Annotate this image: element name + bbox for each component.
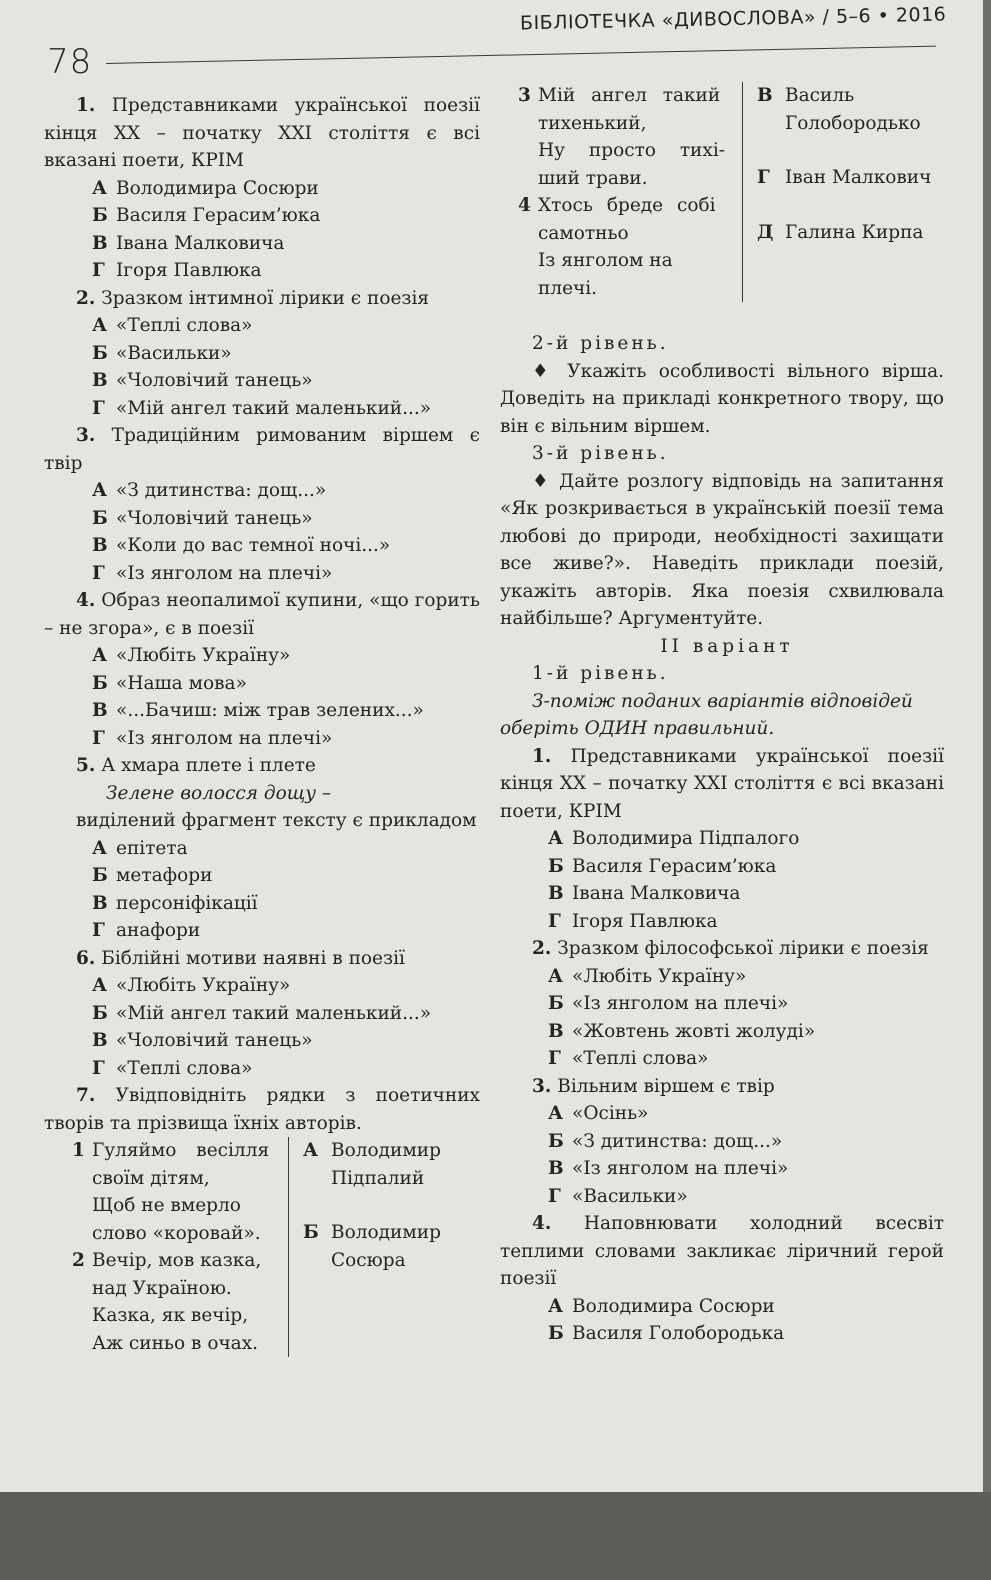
- option: [500, 990, 944, 1018]
- option: [44, 395, 480, 423]
- question-4: [500, 1210, 944, 1293]
- verse-line: Ну просто тихі-: [538, 140, 725, 161]
- option-text: «Мій ангел такий маленький...»: [116, 397, 432, 419]
- option-text: «Чоловічий танець»: [116, 370, 313, 391]
- author-letter: Г: [757, 167, 770, 188]
- option-letter: Г: [92, 1057, 105, 1079]
- entry-text: [538, 82, 734, 192]
- option-letter: В: [92, 370, 108, 391]
- question-text: виділений фрагмент тексту є прикладом: [76, 810, 477, 831]
- verse-line: Мій ангел такий: [538, 85, 721, 106]
- option-text: персоніфікації: [116, 892, 258, 914]
- option-letter: А: [92, 480, 108, 501]
- option: [44, 890, 480, 918]
- right-column: [500, 82, 944, 1348]
- option-text: «Осінь»: [572, 1103, 649, 1124]
- quote-highlight: Зелене волосся дощу –: [106, 782, 332, 804]
- poem-line-entry: [518, 82, 734, 192]
- question-6: [44, 945, 480, 973]
- option: [44, 175, 480, 203]
- question-text: Зразком інтимної лірики є поезія: [101, 287, 430, 309]
- poem-lines-column: [72, 1137, 289, 1357]
- option-text: «Жовтень жовті жолуді»: [572, 1020, 816, 1042]
- option: [500, 1045, 944, 1073]
- poem-lines-column: [518, 82, 743, 302]
- question-7: [44, 1082, 480, 1137]
- question-1: [500, 743, 944, 826]
- option: [44, 340, 480, 368]
- option-letter: Б: [548, 855, 564, 877]
- option: [500, 1320, 944, 1348]
- option-text: «Теплі слова»: [572, 1048, 709, 1069]
- entry-number: 2: [72, 1250, 85, 1271]
- option-letter: А: [92, 975, 108, 996]
- question-number: 5.: [76, 755, 96, 776]
- option: [44, 697, 480, 725]
- option-text: «Із янголом на плечі»: [116, 727, 333, 749]
- option-letter: Б: [92, 507, 108, 529]
- verse-line: своїм дітям,: [92, 1167, 210, 1189]
- author-line: Голобородько: [785, 112, 921, 134]
- header-rule: [106, 46, 936, 64]
- option: [44, 1027, 480, 1055]
- option: [44, 642, 480, 670]
- option-text: Василя Голобородька: [572, 1323, 785, 1344]
- level-3-label: 3-й рівень.: [532, 443, 669, 464]
- option: [44, 1055, 480, 1083]
- verse-line: Із янголом на: [538, 250, 673, 271]
- author-entry: [303, 1137, 441, 1192]
- option-text: «Наша мова»: [116, 672, 247, 694]
- question-text: Традиційним римованим віршем є твір: [44, 425, 480, 474]
- author-line: Галина Кирпа: [785, 221, 924, 243]
- verse-line: слово «коровай».: [92, 1222, 261, 1244]
- authors-column: [289, 1137, 441, 1357]
- option-text: Ігоря Павлюка: [572, 910, 718, 932]
- option: [44, 202, 480, 230]
- option-text: «Мій ангел такий маленький...»: [116, 1002, 432, 1024]
- option-letter: Б: [92, 865, 108, 886]
- option: [44, 1000, 480, 1028]
- verse-line: плечі.: [538, 277, 598, 299]
- entry-number: 3: [518, 85, 531, 106]
- author-letter: В: [757, 85, 773, 106]
- option-letter: Г: [548, 910, 561, 932]
- option: [44, 917, 480, 945]
- verse-line: самотньо: [538, 222, 629, 244]
- option-letter: А: [92, 837, 108, 859]
- author-line: Підпалий: [331, 1167, 425, 1189]
- option-text: «Чоловічий танець»: [116, 507, 313, 529]
- option-text: Ігоря Павлюка: [116, 260, 262, 281]
- option-letter: А: [548, 1295, 564, 1317]
- author-line: Володимир: [331, 1222, 441, 1243]
- option: [500, 825, 944, 853]
- author-name: [331, 1219, 441, 1274]
- question-3: [44, 422, 480, 477]
- option-letter: Г: [548, 1185, 561, 1207]
- matching-table-continued: [518, 82, 944, 302]
- option-text: Івана Малковича: [572, 883, 741, 904]
- instruction: З-поміж поданих варіантів відповідей оберіть ОДИН правильний.: [500, 690, 913, 739]
- level-3-task: ♦ Дайте розлогу відповідь на запитання «Як розкривається в українській поезії тема любові до природи, необхідності захищати все живе?». Наведіть приклади поезій, укажіть авторів. Яка поезія схвилювала найбільше? Аргументуйте.: [500, 470, 944, 629]
- author-name: [785, 164, 931, 192]
- quote-line: А хмара плете і плете: [101, 755, 316, 776]
- option-letter: В: [548, 1020, 564, 1042]
- question-number: 4.: [532, 1213, 552, 1234]
- option-letter: В: [92, 1030, 108, 1051]
- option-text: Василя Герасим’юка: [572, 855, 777, 877]
- question-number: 7.: [76, 1085, 96, 1106]
- option: [500, 963, 944, 991]
- question-text: Увідповідніть рядки з поетичних творів та прізвища їхніх авторів.: [44, 1085, 480, 1134]
- option-text: «З дитинства: дощ...»: [572, 1130, 783, 1152]
- verse-line: Аж синьо в очах.: [92, 1332, 259, 1354]
- author-line: Іван Малкович: [785, 167, 932, 188]
- option: [44, 257, 480, 285]
- option-letter: А: [92, 315, 108, 336]
- option-text: «Із янголом на плечі»: [116, 562, 333, 584]
- option-text: «З дитинства: дощ...»: [116, 480, 327, 501]
- option-text: Володимира Підпалого: [572, 828, 800, 849]
- option-letter: В: [92, 232, 108, 254]
- option-text: «Теплі слова»: [116, 1057, 253, 1079]
- page-number: 78: [47, 42, 93, 82]
- author-line: Сосюра: [331, 1249, 406, 1271]
- option-letter: Б: [548, 1323, 564, 1344]
- option-text: метафори: [116, 865, 213, 886]
- option-text: «Коли до вас темної ночі...»: [116, 535, 391, 556]
- entry-number: 1: [72, 1140, 85, 1161]
- variant-heading: II варіант: [660, 635, 794, 657]
- author-entry: [757, 82, 931, 137]
- option-text: епітета: [116, 837, 188, 859]
- option: [44, 560, 480, 588]
- option-letter: В: [548, 883, 564, 904]
- option-letter: Г: [92, 562, 105, 584]
- option: [500, 1100, 944, 1128]
- option: [500, 853, 944, 881]
- question-text: Представниками української поезії кінця XX – початку XXI століття є всі вказані поети, КРІМ: [500, 745, 945, 822]
- option-text: Володимира Сосюри: [116, 177, 319, 199]
- entry-text: [92, 1247, 280, 1357]
- question-text: Образ неопалимої купини, «що горить – не згора», є в поезії: [44, 590, 480, 639]
- option-letter: Б: [92, 342, 108, 364]
- option: [500, 1183, 944, 1211]
- question-number: 2.: [76, 287, 96, 309]
- entry-text: [92, 1137, 280, 1247]
- option-letter: Б: [92, 672, 108, 694]
- option-letter: А: [92, 177, 108, 199]
- option-letter: Г: [92, 397, 105, 419]
- option: [44, 862, 480, 890]
- option: [44, 532, 480, 560]
- option-text: «Любіть Україну»: [116, 975, 291, 996]
- question-1: [44, 92, 480, 175]
- entry-number: 4: [518, 195, 531, 216]
- option-text: «Любіть Україну»: [572, 965, 747, 987]
- author-letter: Б: [303, 1222, 319, 1243]
- question-number: 6.: [76, 947, 96, 969]
- option: [500, 908, 944, 936]
- matching-table: [72, 1137, 480, 1357]
- option-letter: А: [92, 645, 108, 666]
- question-text: Зразком філософської лірики є поезія: [557, 938, 929, 959]
- verse-line: Гуляймо весілля: [92, 1140, 270, 1161]
- question-4: [44, 587, 480, 642]
- author-name: [785, 219, 923, 247]
- option: [44, 477, 480, 505]
- verse-line: над Україною.: [92, 1277, 232, 1299]
- option-text: «Васильки»: [572, 1185, 688, 1207]
- option-text: «Із янголом на плечі»: [572, 993, 789, 1014]
- author-entry: [757, 219, 931, 247]
- question-number: 2.: [532, 938, 552, 959]
- option-letter: В: [92, 700, 108, 721]
- option-text: «...Бачиш: між трав зелених...»: [116, 700, 424, 721]
- option-letter: Г: [92, 260, 105, 281]
- option: [44, 230, 480, 258]
- option: [44, 725, 480, 753]
- option: [500, 1018, 944, 1046]
- option: [500, 880, 944, 908]
- option: [44, 367, 480, 395]
- question-3: [500, 1073, 944, 1101]
- option-letter: Г: [92, 920, 105, 941]
- author-entry: [757, 164, 931, 192]
- option-text: «Чоловічий танець»: [116, 1030, 313, 1051]
- option-text: Василя Герасим’юка: [116, 205, 321, 226]
- option: [44, 312, 480, 340]
- question-text: Представниками української поезії кінця XX – початку XXI століття є всі вказані поети, КРІМ: [44, 95, 480, 171]
- option-letter: Б: [548, 1130, 564, 1152]
- option-letter: Б: [92, 205, 108, 226]
- question-number: 3.: [532, 1075, 552, 1097]
- option-letter: А: [548, 828, 564, 849]
- verse-line: ший трави.: [538, 167, 648, 189]
- question-number: 1.: [76, 95, 96, 116]
- option-letter: Г: [548, 1048, 561, 1069]
- option: [44, 505, 480, 533]
- option-letter: А: [548, 1103, 564, 1124]
- author-name: [785, 82, 921, 137]
- author-name: [331, 1137, 441, 1192]
- question-number: 1.: [532, 745, 552, 767]
- left-column: [44, 92, 480, 1357]
- option-text: «Васильки»: [116, 342, 232, 364]
- question-5: [44, 752, 480, 780]
- verse-line: Вечір, мов казка,: [92, 1250, 262, 1271]
- question-text: Наповнювати холодний всесвіт теплими словами закликає ліричний герой поезії: [500, 1213, 944, 1289]
- option-letter: В: [548, 1158, 564, 1179]
- option-text: анафори: [116, 920, 201, 941]
- option: [500, 1128, 944, 1156]
- option: [500, 1293, 944, 1321]
- option-text: Володимира Сосюри: [572, 1295, 775, 1317]
- option-letter: Г: [92, 727, 105, 749]
- verse-line: тихенький,: [538, 112, 647, 134]
- question-2: [500, 935, 944, 963]
- question-text: Біблійні мотиви наявні в поезії: [101, 947, 405, 969]
- option-text: «Теплі слова»: [116, 315, 253, 336]
- option-letter: В: [92, 535, 108, 556]
- option-letter: Б: [548, 993, 564, 1014]
- question-number: 4.: [76, 590, 96, 611]
- option: [44, 972, 480, 1000]
- option: [500, 1155, 944, 1183]
- poem-line-entry: [72, 1247, 280, 1357]
- option: [44, 670, 480, 698]
- verse-line: Хтось бреде собі: [538, 195, 716, 216]
- poem-line-entry: [518, 192, 734, 302]
- question-text: Вільним віршем є твір: [557, 1075, 775, 1097]
- question-number: 3.: [76, 425, 96, 446]
- option-letter: А: [548, 965, 564, 987]
- verse-line: Казка, як вечір,: [92, 1305, 249, 1326]
- option-text: Івана Малковича: [116, 232, 285, 254]
- author-entry: [303, 1219, 441, 1274]
- author-letter: А: [303, 1140, 319, 1161]
- option-letter: В: [92, 892, 108, 914]
- background-surface: [0, 1492, 991, 1580]
- level-1-label: 1-й рівень.: [532, 663, 669, 684]
- option-letter: Б: [92, 1002, 108, 1024]
- option: [44, 835, 480, 863]
- poem-line-entry: [72, 1137, 280, 1247]
- running-title: БІБЛІОТЕЧКА «ДИВОСЛОВА» / 5–6 • 2016: [519, 3, 947, 35]
- author-line: Василь: [785, 85, 855, 106]
- author-line: Володимир: [331, 1140, 441, 1161]
- authors-column: [743, 82, 931, 302]
- level-2-task: ♦ Укажіть особливості вільного вірша. Доведіть на прикладі конкретного твору, що він є вільним віршем.: [500, 360, 944, 437]
- level-2-label: 2-й рівень.: [532, 333, 669, 354]
- entry-text: [538, 192, 734, 302]
- verse-line: Щоб не вмерло: [92, 1195, 241, 1216]
- option-text: «Із янголом на плечі»: [572, 1158, 789, 1179]
- option-text: «Любіть Україну»: [116, 645, 291, 666]
- author-letter: Д: [757, 221, 774, 243]
- question-2: [44, 285, 480, 313]
